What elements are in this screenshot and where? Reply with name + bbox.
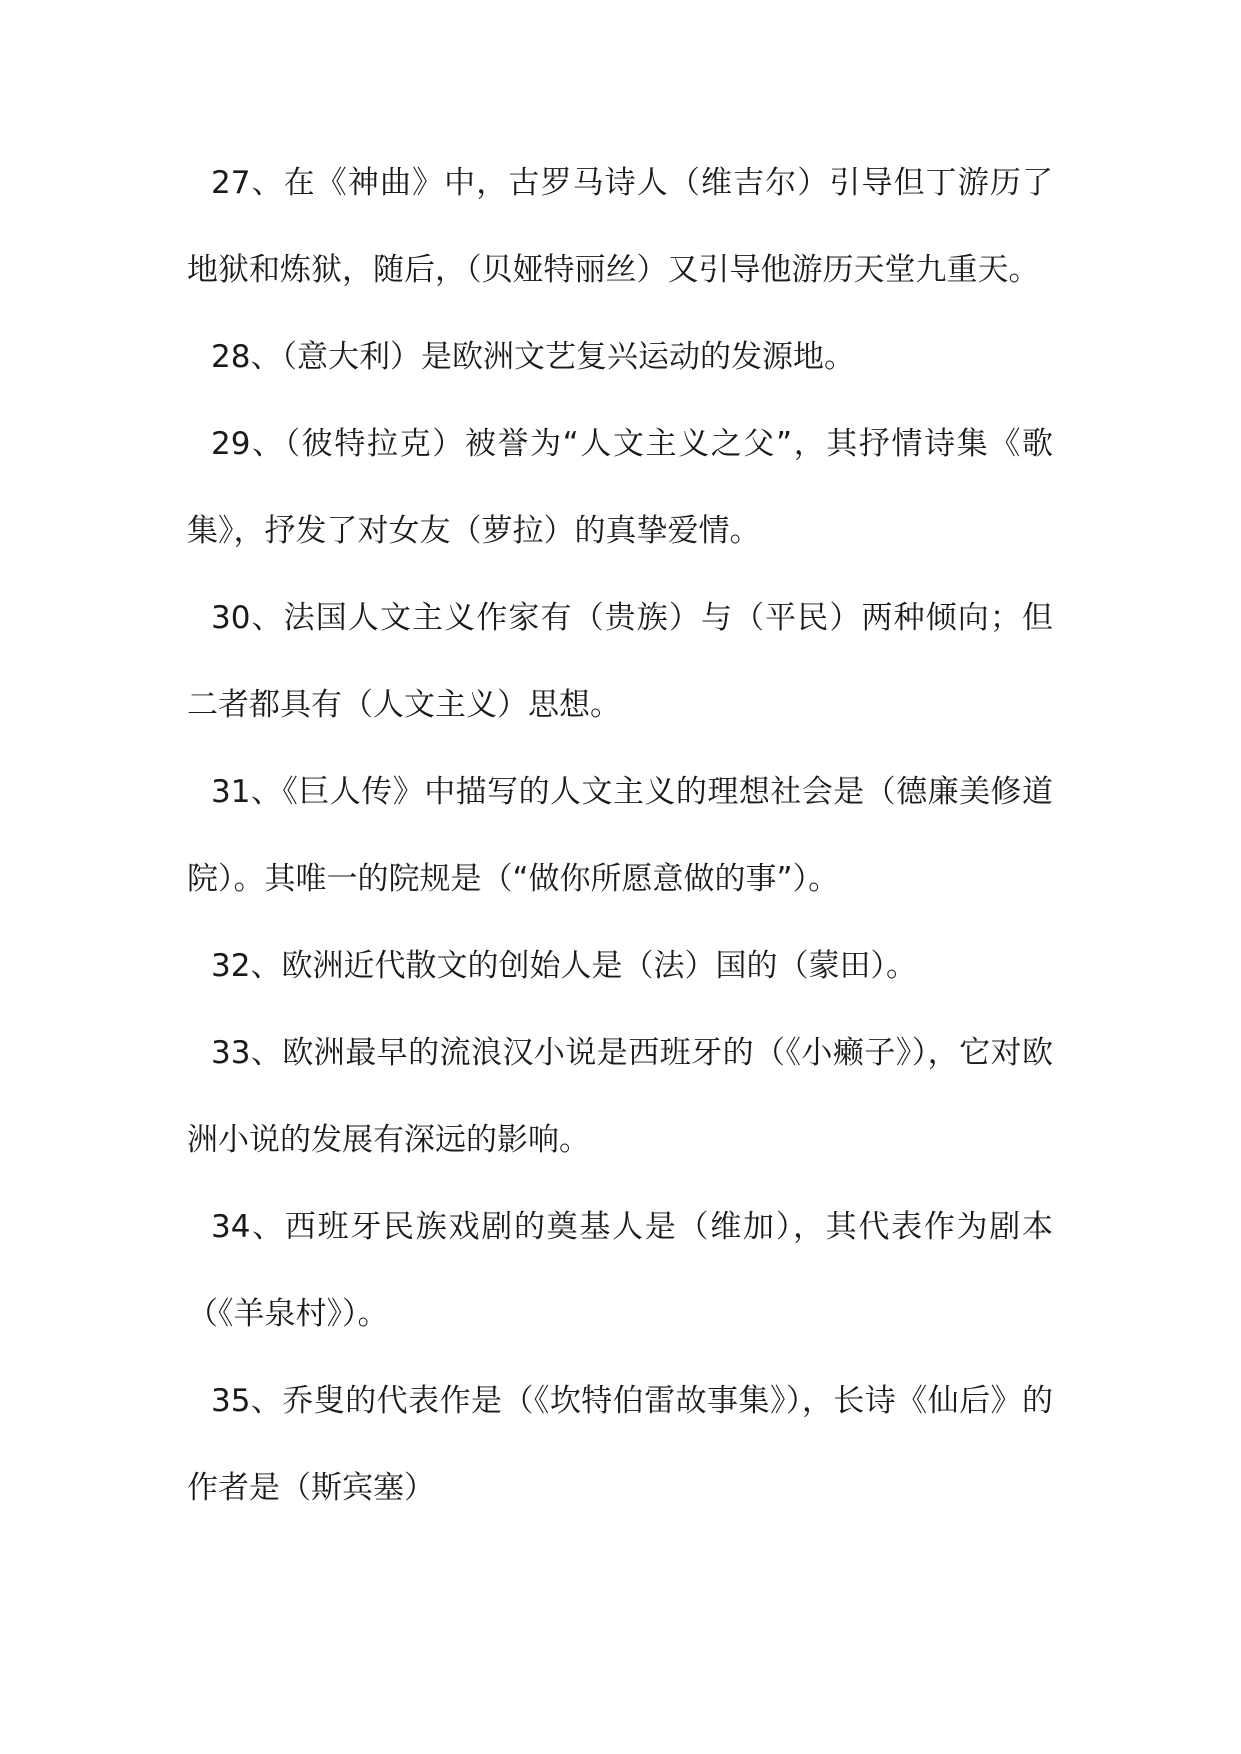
question-34: 34、西班牙民族戏剧的奠基人是（维加），其代表作为剧本（《羊泉村》）。 [187,1209,1053,1332]
question-32: 32、欧洲近代散文的创始人是（法）国的（蒙田）。 [211,948,917,984]
question-29: 29、（彼特拉克）被誉为“人文主义之父”，其抒情诗集《歌集》，抒发了对女友（萝拉）的真挚爱情。 [187,426,1053,549]
question-28: 28、（意大利）是欧洲文艺复兴运动的发源地。 [211,339,855,375]
question-33: 33、欧洲最早的流浪汉小说是西班牙的（《小癞子》），它对欧洲小说的发展有深远的影响。 [187,1035,1053,1158]
question-27: 27、在《神曲》中，古罗马诗人（维吉尔）引导但丁游历了地狱和炼狱，随后，（贝娅特丽丝）又引导他游历天堂九重天。 [187,165,1053,288]
question-31: 31、《巨人传》中描写的人文主义的理想社会是（德廉美修道院）。其唯一的院规是（“做你所愿意做的事”）。 [187,774,1053,897]
document-body [187,140,1053,1532]
question-30: 30、法国人文主义作家有（贵族）与（平民）两种倾向；但二者都具有（人文主义）思想。 [187,600,1053,723]
question-35: 35、乔叟的代表作是（《坎特伯雷故事集》），长诗《仙后》的作者是（斯宾塞） [187,1383,1053,1506]
